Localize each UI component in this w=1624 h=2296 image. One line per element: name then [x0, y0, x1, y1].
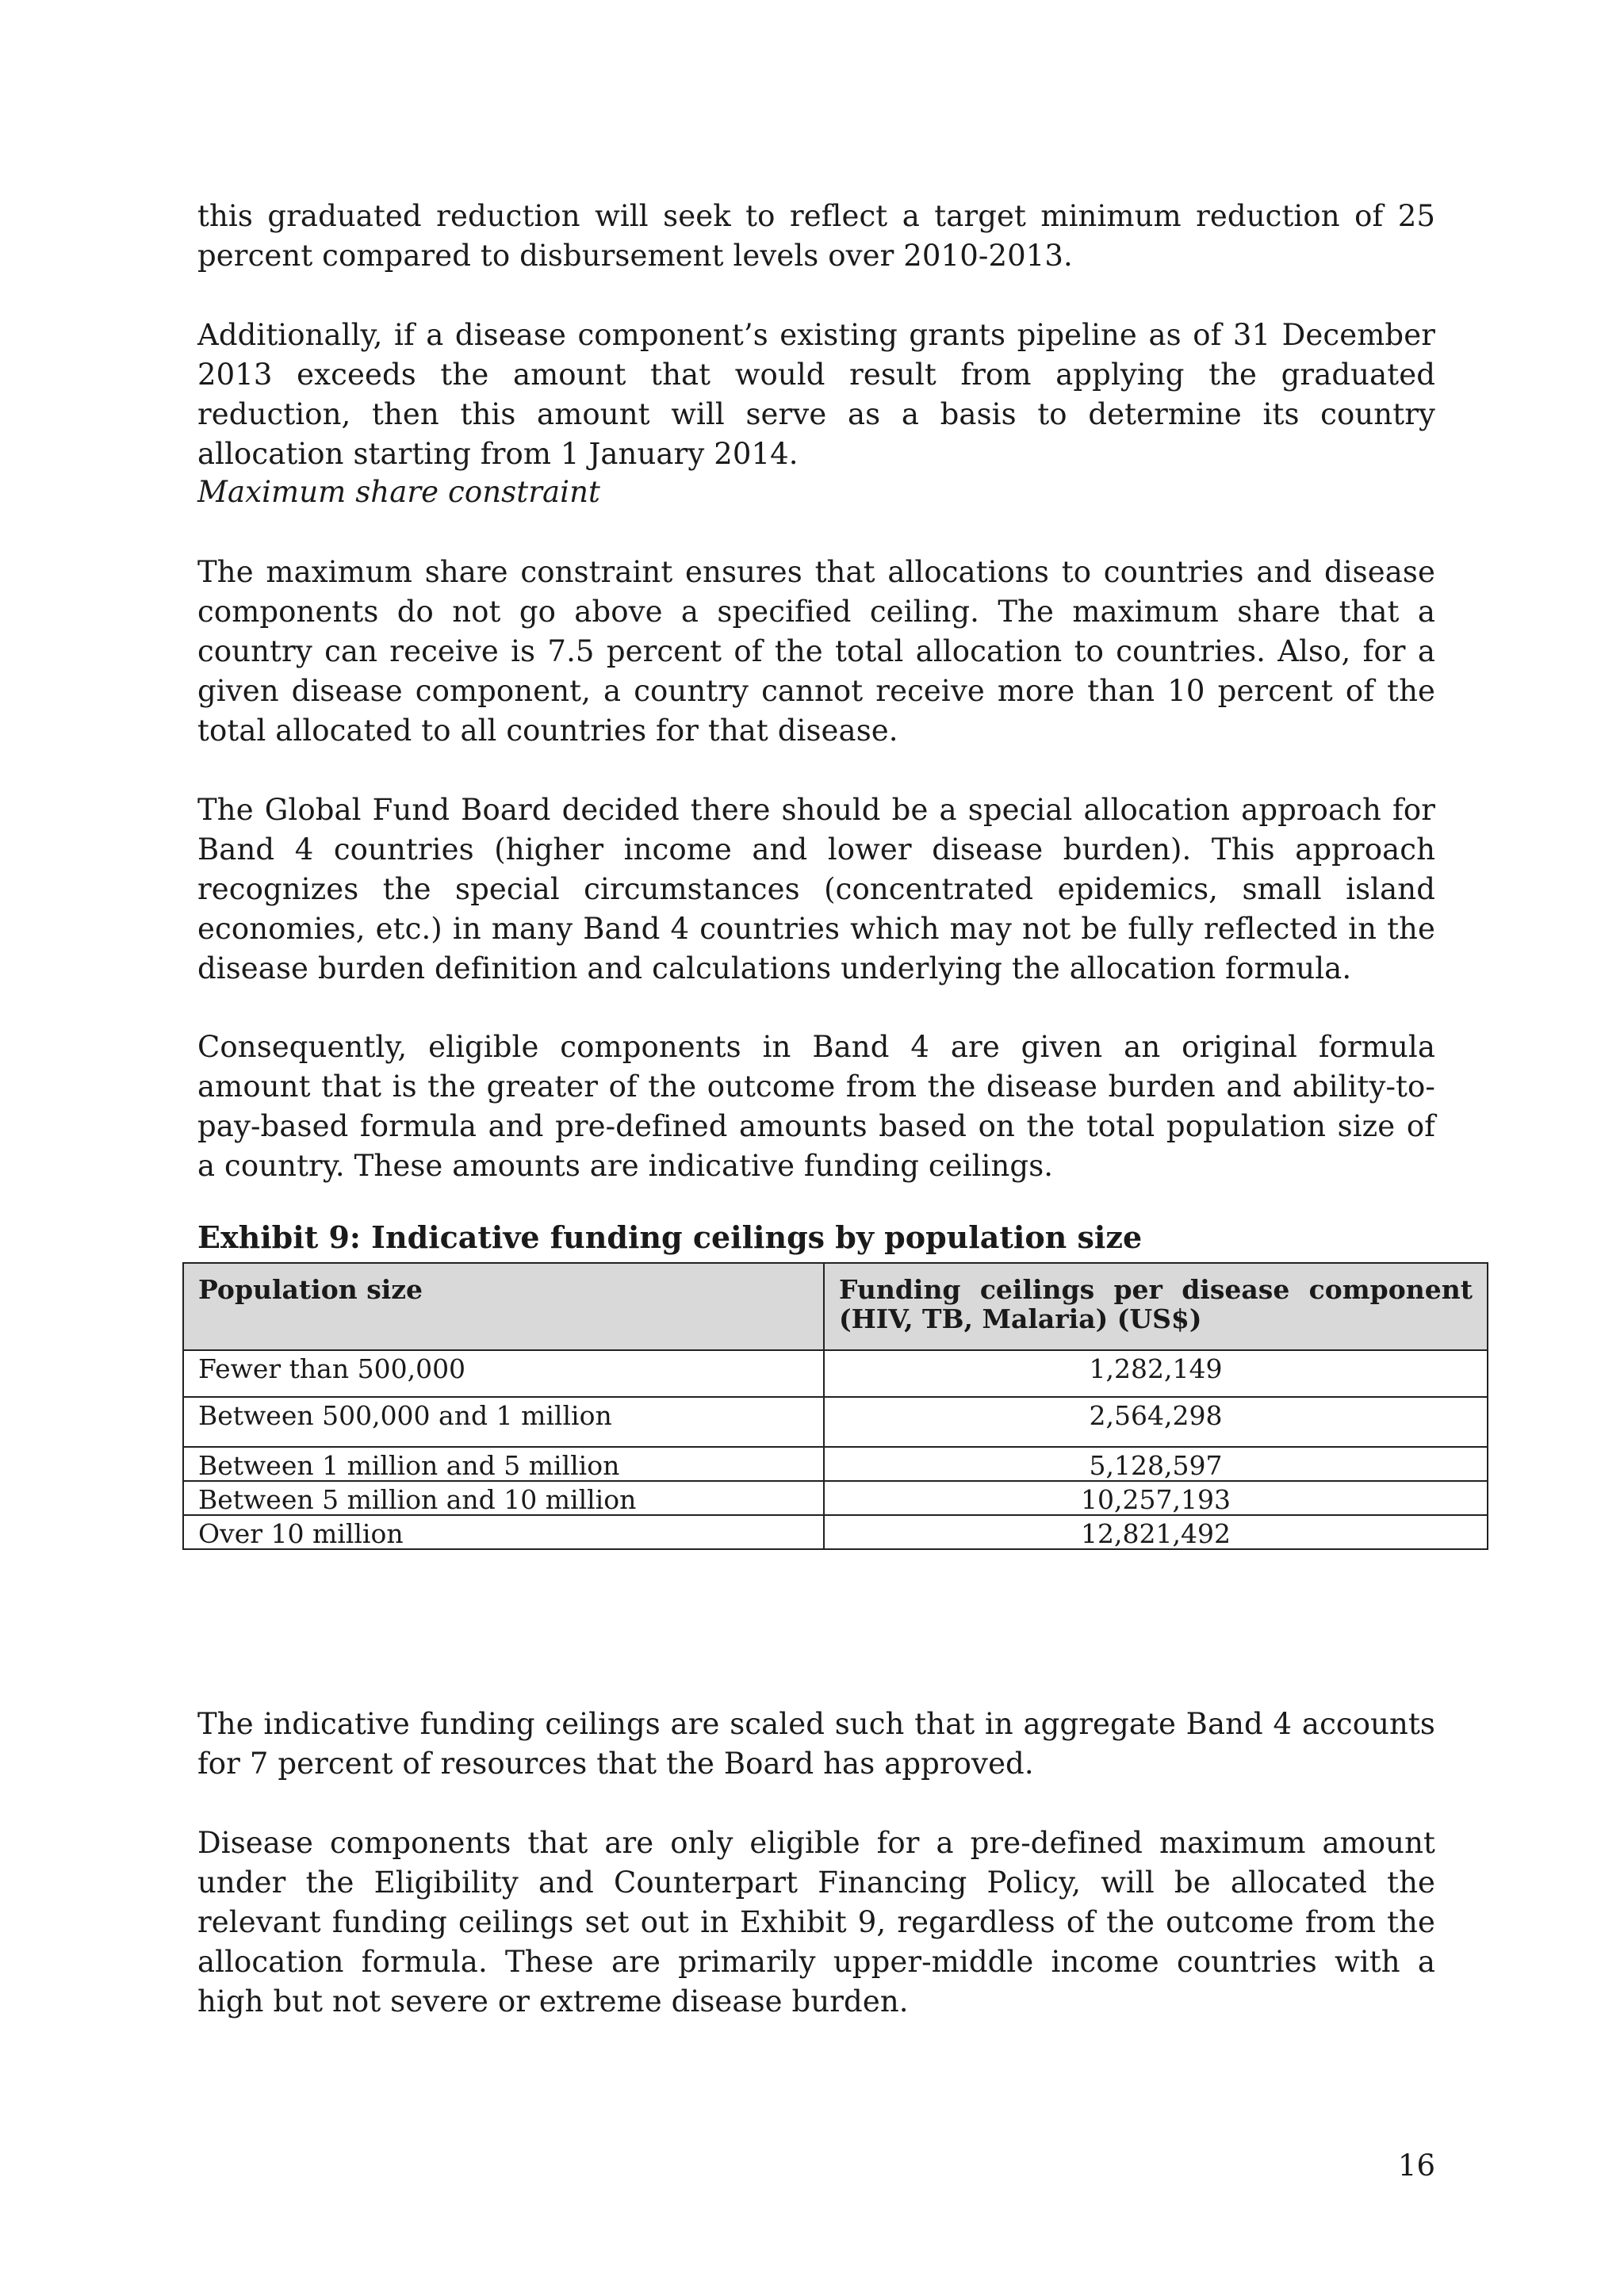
cell-population: Fewer than 500,000: [183, 1350, 824, 1397]
paragraph-eligibility-policy: Disease components that are only eligible for a pre-defined maximum amount under the Eligibility and Counterpart Financing Policy, will be allocated the relevant funding ceilings set out in Exhibit 9, regardless of the outcome from the allocation formula. These are primarily upper-middle income countries with a high but not severe or extreme disease burden.: [197, 1826, 1435, 2019]
table-row: [183, 1515, 1488, 1549]
paragraph-band4-formula: Consequently, eligible components in Band 4 are given an original formula amount that is the greater of the outcome from the disease burden and ability-to-pay-based formula and pre-defined amounts based on the total population size of a country. These amounts are indicative funding ceilings.: [197, 1030, 1435, 1183]
table-row: [183, 1447, 1488, 1481]
paragraph-graduated-reduction: this graduated reduction will seek to reflect a target minimum reduction of 25 percent compared to disbursement levels over 2010-2013.: [197, 199, 1435, 273]
cell-population: Between 500,000 and 1 million: [183, 1397, 824, 1447]
paragraph-grants-pipeline: Additionally, if a disease component’s existing grants pipeline as of 31 December 2013 exceeds the amount that would result from applying the graduated reduction, then this amount will serve as a basis to determine its country allocation starting from 1 January 2014.: [197, 318, 1435, 471]
cell-ceiling: 12,821,492: [824, 1515, 1488, 1549]
table-row: [183, 1397, 1488, 1447]
exhibit-title: Exhibit 9: Indicative funding ceilings by population size: [197, 1219, 1143, 1255]
table-row: [183, 1481, 1488, 1515]
table-row: [183, 1350, 1488, 1397]
cell-ceiling: 2,564,298: [824, 1397, 1488, 1447]
cell-ceiling: 10,257,193: [824, 1481, 1488, 1515]
cell-ceiling: 5,128,597: [824, 1447, 1488, 1481]
page-number: 16: [1397, 2149, 1435, 2183]
cell-ceiling: 1,282,149: [824, 1350, 1488, 1397]
paragraph-band4-scaling: The indicative funding ceilings are scaled such that in aggregate Band 4 accounts for 7 percent of resources that the Board has approved.: [197, 1707, 1435, 1781]
header-funding-ceilings: Funding ceilings per disease component (HIV, TB, Malaria) (US$): [824, 1263, 1488, 1350]
cell-population: Between 5 million and 10 million: [183, 1481, 824, 1515]
funding-ceilings-table: [182, 1262, 1488, 1550]
cell-population: Between 1 million and 5 million: [183, 1447, 824, 1481]
paragraph-maximum-share: The maximum share constraint ensures that allocations to countries and disease components do not go above a specified ceiling. The maximum share that a country can receive is 7.5 percent of the total allocation to countries. Also, for a given disease component, a country cannot receive more than 10 percent of the total allocated to all countries for that disease.: [197, 555, 1435, 748]
cell-population: Over 10 million: [183, 1515, 824, 1549]
paragraph-band4-approach: The Global Fund Board decided there should be a special allocation approach for Band 4 countries (higher income and lower disease burden). This approach recognizes the special circumstances (concentrated epidemics, small island economies, etc.) in many Band 4 countries which may not be fully reflected in the disease burden definition and calculations underlying the allocation formula.: [197, 793, 1435, 985]
header-population-size: Population size: [183, 1263, 824, 1350]
table-header-row: [183, 1263, 1488, 1350]
section-heading-maximum-share: Maximum share constraint: [197, 475, 600, 509]
